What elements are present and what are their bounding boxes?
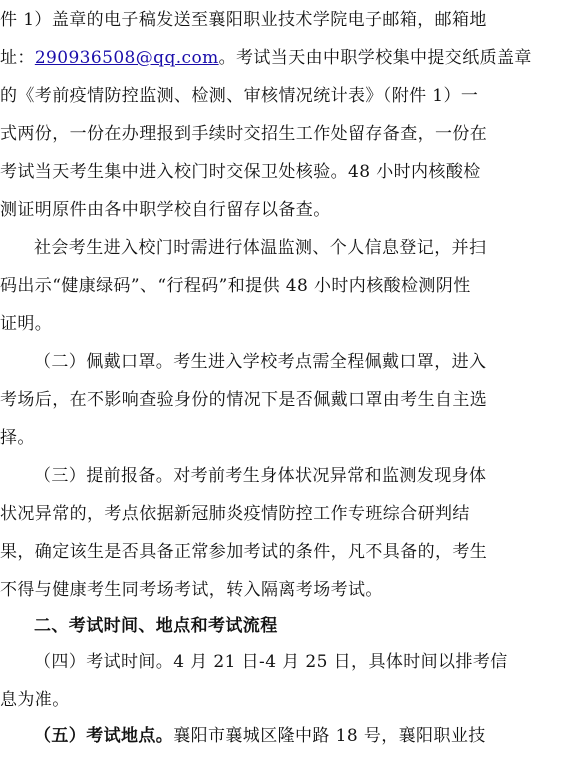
p1-line5: 考试当天考生集中进入校门时交保卫处核验。48 小时内核酸检	[0, 162, 481, 182]
p1-line2	[0, 46, 532, 70]
p1-line4: 式两份，一份在办理报到手续时交招生工作处留存备查，一份在	[0, 124, 488, 144]
p3-line3: 择。	[0, 428, 35, 448]
email-link[interactable]: 290936508@qq.com	[34, 48, 219, 68]
p1-line1: 件 1）盖章的电子稿发送至襄阳职业技术学院电子邮箱，邮箱地	[0, 10, 487, 30]
section-heading: 二、考试时间、地点和考试流程	[34, 616, 278, 636]
p5-line2: 息为准。	[0, 690, 70, 710]
p4-line2: 状况异常的，考点依据新冠肺炎疫情防控工作专班综合研判结	[0, 504, 470, 524]
p3-line1: （二）佩戴口罩。考生进入学校考点需全程佩戴口罩，进入	[34, 352, 487, 372]
p1-line6: 测证明原件由各中职学校自行留存以备查。	[0, 200, 331, 220]
p3-line2: 考场后，在不影响查验身份的情况下是否佩戴口罩由考生自主选	[0, 390, 488, 410]
p1-line2-prefix: 址：	[0, 48, 35, 68]
p4-line3: 果，确定该生是否具备正常参加考试的条件，凡不具备的，考生	[0, 542, 488, 562]
p2-line1: 社会考生进入校门时需进行体温监测、个人信息登记，并扫	[34, 238, 487, 258]
p5-line1: （四）考试时间。4 月 21 日-4 月 25 日，具体时间以排考信	[34, 652, 508, 672]
p2-line3: 证明。	[0, 314, 53, 334]
p6-line1	[0, 724, 486, 748]
p6-label: （五）考试地点。	[34, 726, 174, 746]
p1-line2-suffix: 。考试当天由中职学校集中提交纸质盖章	[218, 48, 532, 68]
p4-line4: 不得与健康考生同考场考试，转入隔离考场考试。	[0, 580, 383, 600]
p4-line1: （三）提前报备。对考前考生身体状况异常和监测发现身体	[34, 466, 487, 486]
p2-line2: 码出示“健康绿码”、“行程码”和提供 48 小时内核酸检测阴性	[0, 276, 471, 296]
p1-line3: 的《考前疫情防控监测、检测、审核情况统计表》（附件 1）一	[0, 86, 479, 106]
p6-rest: 襄阳市襄城区隆中路 18 号，襄阳职业技	[173, 726, 486, 746]
